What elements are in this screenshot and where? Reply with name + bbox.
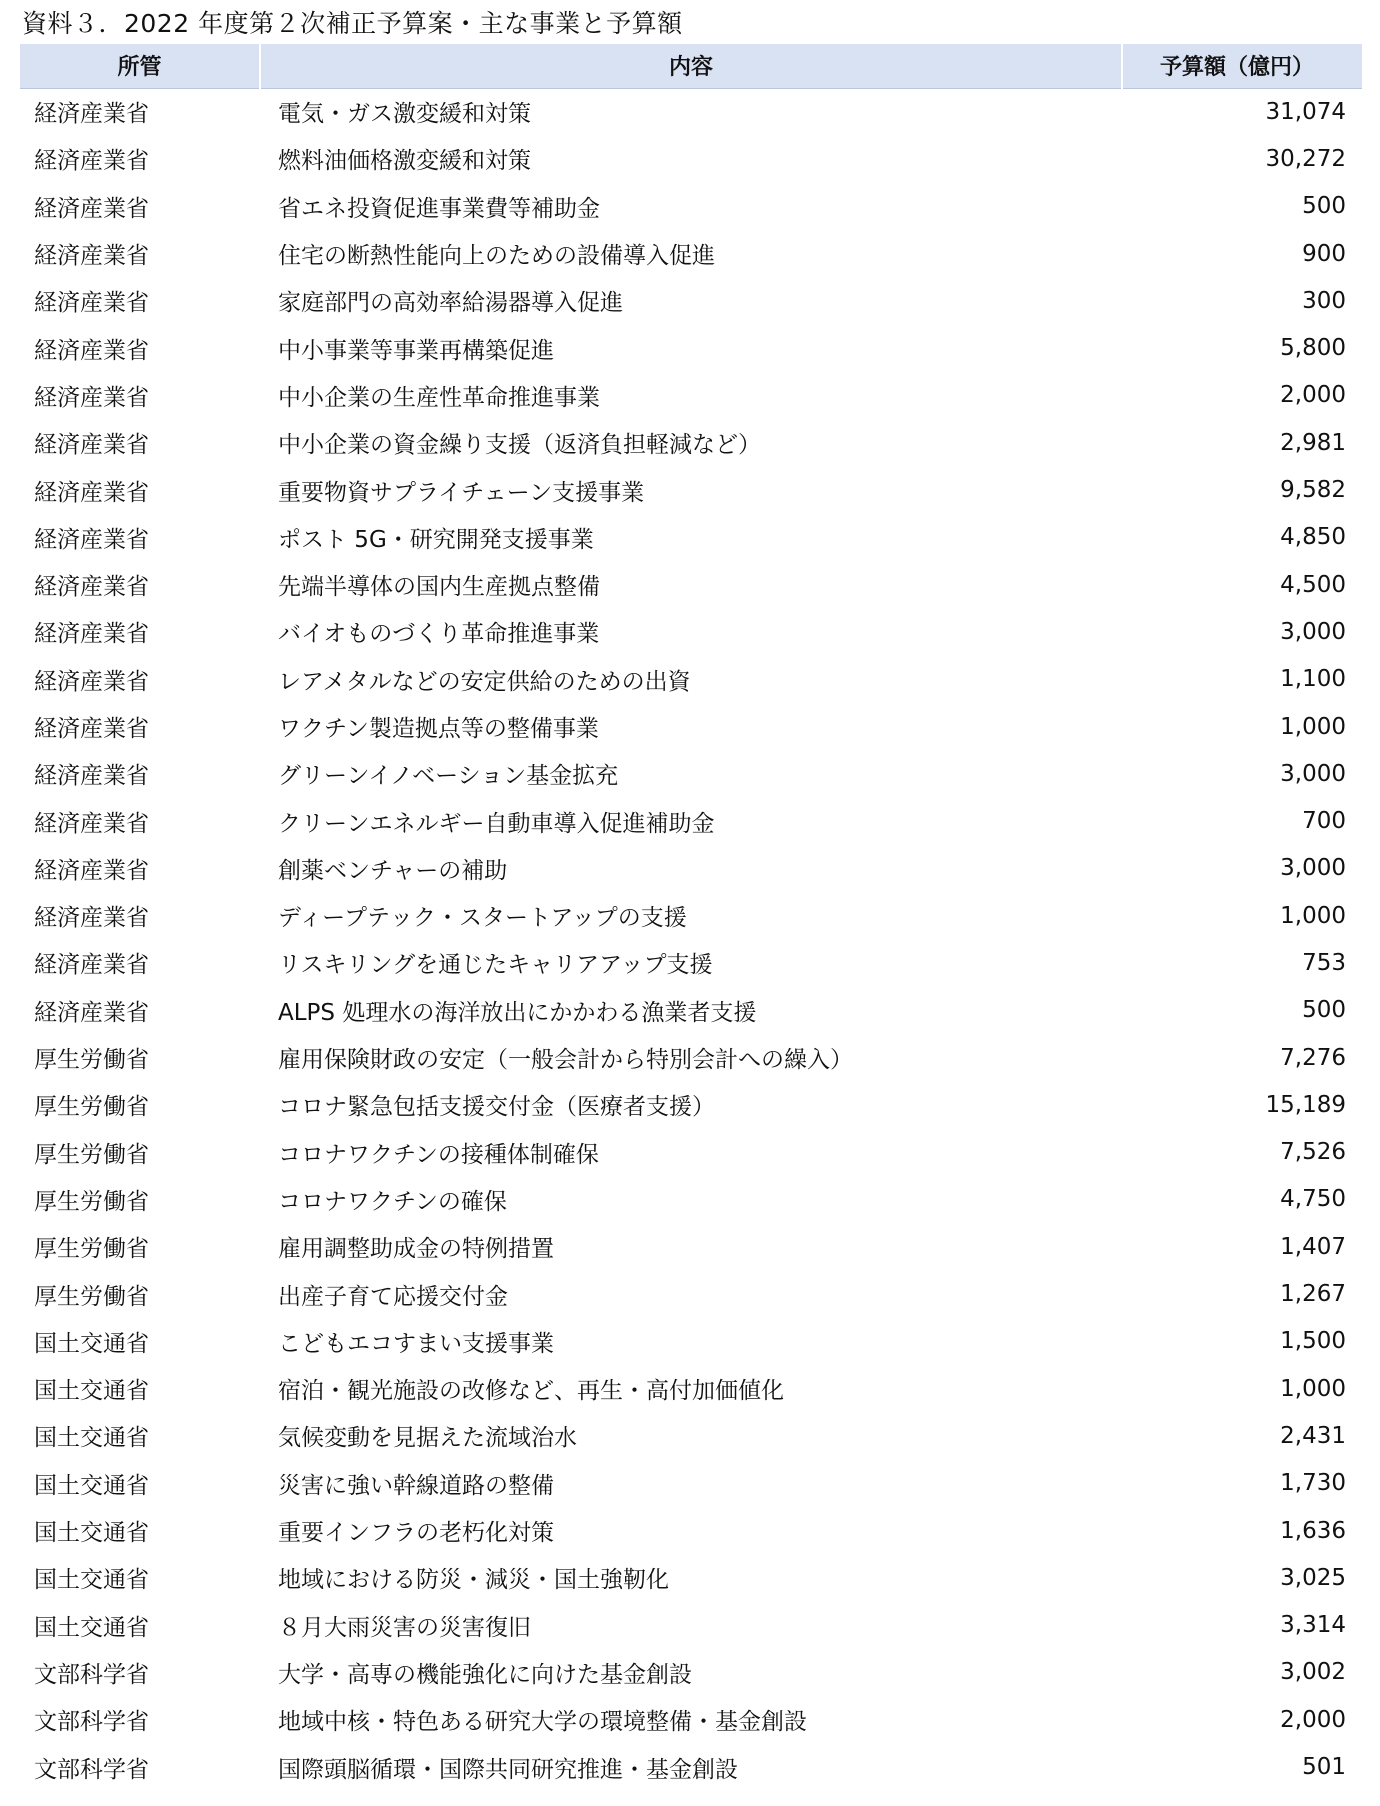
ministry-cell: 国土交通省 xyxy=(34,1614,149,1641)
table-row xyxy=(20,703,1362,750)
content-cell: 中小企業の資金繰り支援（返済負担軽減など） xyxy=(278,432,761,459)
ministry-cell: 経済産業省 xyxy=(34,952,149,979)
content-cell: 地域中核・特色ある研究大学の環境整備・基金創設 xyxy=(278,1709,807,1736)
content-cell: 国際頭脳循環・国際共同研究推進・基金創設 xyxy=(278,1756,738,1783)
content-cell: 重要インフラの老朽化対策 xyxy=(278,1520,554,1547)
content-cell: コロナワクチンの確保 xyxy=(278,1188,507,1215)
ministry-cell: 文部科学省 xyxy=(34,1756,149,1783)
amount-cell: 7,276 xyxy=(1280,1044,1346,1071)
ministry-cell: 経済産業省 xyxy=(34,810,149,837)
amount-cell: 500 xyxy=(1302,193,1346,220)
table-row xyxy=(20,230,1362,277)
amount-cell: 500 xyxy=(1302,997,1346,1024)
ministry-cell: 経済産業省 xyxy=(34,101,149,128)
amount-cell: 700 xyxy=(1302,808,1346,835)
table-row xyxy=(20,1270,1362,1317)
content-cell: コロナワクチンの接種体制確保 xyxy=(278,1141,599,1168)
table-row xyxy=(20,1696,1362,1743)
amount-cell: 2,431 xyxy=(1280,1422,1346,1449)
table-row xyxy=(20,372,1362,419)
amount-cell: 3,314 xyxy=(1280,1612,1346,1639)
table-row xyxy=(20,892,1362,939)
ministry-cell: 経済産業省 xyxy=(34,384,149,411)
ministry-cell: 国土交通省 xyxy=(34,1520,149,1547)
table-row xyxy=(20,88,1362,135)
amount-cell: 3,025 xyxy=(1280,1564,1346,1591)
amount-cell: 3,000 xyxy=(1280,855,1346,882)
ministry-cell: 国土交通省 xyxy=(34,1567,149,1594)
content-cell: 中小企業の生産性革命推進事業 xyxy=(278,384,600,411)
ministry-cell: 経済産業省 xyxy=(34,716,149,742)
content-cell: グリーンイノベーション基金拡充 xyxy=(278,763,619,790)
content-cell: ポスト 5G・研究開発支援事業 xyxy=(278,526,594,553)
ministry-cell: 国土交通省 xyxy=(34,1330,149,1357)
table-row xyxy=(20,939,1362,986)
amount-cell: 753 xyxy=(1302,949,1346,976)
amount-cell: 900 xyxy=(1302,240,1346,267)
ministry-cell: 経済産業省 xyxy=(34,195,149,222)
ministry-cell: 厚生労働省 xyxy=(34,1047,149,1074)
table-row xyxy=(20,561,1362,608)
ministry-cell: 経済産業省 xyxy=(34,290,149,317)
content-cell: 気候変動を見据えた流域治水 xyxy=(278,1425,577,1452)
content-cell: リスキリングを通じたキャリアアップ支援 xyxy=(278,952,713,979)
content-cell: コロナ緊急包括支援交付金（医療者支援） xyxy=(278,1094,715,1121)
amount-cell: 9,582 xyxy=(1280,477,1346,504)
ministry-cell: 経済産業省 xyxy=(34,763,149,790)
ministry-cell: 経済産業省 xyxy=(34,526,149,553)
amount-cell: 3,000 xyxy=(1280,760,1346,787)
amount-cell: 7,526 xyxy=(1280,1139,1346,1166)
content-cell: ALPS 処理水の海洋放出にかかわる漁業者支援 xyxy=(278,999,757,1026)
amount-cell: 1,000 xyxy=(1280,1375,1346,1402)
content-cell: ワクチン製造拠点等の整備事業 xyxy=(278,716,599,742)
amount-cell: 1,100 xyxy=(1280,666,1346,693)
content-cell: 省エネ投資促進事業費等補助金 xyxy=(278,195,600,222)
amount-cell: 4,750 xyxy=(1280,1186,1346,1213)
ministry-cell: 文部科学省 xyxy=(34,1709,149,1736)
ministry-cell: 国土交通省 xyxy=(34,1378,149,1405)
table-row xyxy=(20,1176,1362,1223)
amount-cell: 15,189 xyxy=(1265,1091,1346,1118)
content-cell: 創薬ベンチャーの補助 xyxy=(278,857,508,884)
header-row xyxy=(20,44,1362,88)
amount-cell: 300 xyxy=(1302,287,1346,314)
amount-cell: 30,272 xyxy=(1265,145,1346,172)
amount-cell: 1,407 xyxy=(1280,1233,1346,1260)
content-cell: ８月大雨災害の災害復旧 xyxy=(278,1614,531,1641)
ministry-cell: 国土交通省 xyxy=(34,1425,149,1452)
amount-cell: 1,636 xyxy=(1280,1517,1346,1544)
table-row xyxy=(20,1507,1362,1554)
table-row xyxy=(20,135,1362,182)
content-cell: こどもエコすまい支援事業 xyxy=(278,1330,554,1357)
table-row xyxy=(20,466,1362,513)
amount-cell: 31,074 xyxy=(1265,98,1346,125)
table-row xyxy=(20,514,1362,561)
budget-table xyxy=(20,44,1362,1791)
header-content: 内容 xyxy=(260,44,1122,88)
ministry-cell: 経済産業省 xyxy=(34,621,149,648)
table-row xyxy=(20,183,1362,230)
ministry-cell: 厚生労働省 xyxy=(34,1283,149,1310)
content-cell: 家庭部門の高効率給湯器導入促進 xyxy=(278,290,623,317)
table-row xyxy=(20,324,1362,371)
ministry-cell: 経済産業省 xyxy=(34,148,149,175)
document-title: 資料３．2022 年度第２次補正予算案・主な事業と予算額 xyxy=(22,9,683,38)
table-row xyxy=(20,1460,1362,1507)
ministry-cell: 経済産業省 xyxy=(34,243,149,270)
table-row xyxy=(20,987,1362,1034)
amount-cell: 1,730 xyxy=(1280,1470,1346,1497)
table-row xyxy=(20,1649,1362,1696)
table-body xyxy=(20,88,1362,1791)
content-cell: クリーンエネルギー自動車導入促進補助金 xyxy=(278,810,715,837)
table-row xyxy=(20,797,1362,844)
amount-cell: 4,500 xyxy=(1280,571,1346,598)
content-cell: 災害に強い幹線道路の整備 xyxy=(278,1472,554,1499)
content-cell: 燃料油価格激変緩和対策 xyxy=(278,148,531,175)
ministry-cell: 厚生労働省 xyxy=(34,1141,149,1168)
amount-cell: 1,500 xyxy=(1280,1328,1346,1355)
ministry-cell: 経済産業省 xyxy=(34,337,149,364)
table-row xyxy=(20,1412,1362,1459)
amount-cell: 3,000 xyxy=(1280,618,1346,645)
table-row xyxy=(20,656,1362,703)
table-row xyxy=(20,1034,1362,1081)
table-row xyxy=(20,845,1362,892)
table-row xyxy=(20,277,1362,324)
content-cell: 電気・ガス激変緩和対策 xyxy=(278,101,531,128)
ministry-cell: 経済産業省 xyxy=(34,857,149,884)
ministry-cell: 経済産業省 xyxy=(34,905,149,932)
ministry-cell: 国土交通省 xyxy=(34,1472,149,1499)
content-cell: 雇用保険財政の安定（一般会計から特別会計への繰入） xyxy=(278,1047,853,1074)
amount-cell: 5,800 xyxy=(1280,335,1346,362)
table-row xyxy=(20,1554,1362,1601)
content-cell: 地域における防災・減災・国土強靭化 xyxy=(278,1567,669,1594)
content-cell: 宿泊・観光施設の改修など、再生・高付加価値化 xyxy=(278,1378,784,1405)
ministry-cell: 厚生労働省 xyxy=(34,1188,149,1215)
ministry-cell: 厚生労働省 xyxy=(34,1094,149,1121)
table-row xyxy=(20,419,1362,466)
table-row xyxy=(20,1365,1362,1412)
table-row xyxy=(20,1602,1362,1649)
table-row xyxy=(20,1081,1362,1128)
content-cell: 大学・高専の機能強化に向けた基金創設 xyxy=(278,1661,692,1688)
amount-cell: 501 xyxy=(1302,1754,1346,1781)
table-row xyxy=(20,1129,1362,1176)
ministry-cell: 経済産業省 xyxy=(34,574,149,601)
ministry-cell: 経済産業省 xyxy=(34,432,149,459)
table-row xyxy=(20,1318,1362,1365)
table-header xyxy=(20,44,1362,88)
amount-cell: 2,000 xyxy=(1280,1706,1346,1733)
amount-cell: 2,000 xyxy=(1280,382,1346,409)
table-row xyxy=(20,750,1362,797)
content-cell: レアメタルなどの安定供給のための出資 xyxy=(278,668,691,695)
content-cell: 中小事業等事業再構築促進 xyxy=(278,337,554,364)
ministry-cell: 文部科学省 xyxy=(34,1661,149,1688)
content-cell: 住宅の断熱性能向上のための設備導入促進 xyxy=(278,243,715,270)
ministry-cell: 経済産業省 xyxy=(34,668,149,695)
table-row xyxy=(20,1223,1362,1270)
header-ministry: 所管 xyxy=(20,44,260,88)
amount-cell: 3,002 xyxy=(1280,1659,1346,1686)
table-row xyxy=(20,608,1362,655)
amount-cell: 4,850 xyxy=(1280,524,1346,551)
table-row xyxy=(20,1743,1362,1790)
content-cell: 重要物資サプライチェーン支援事業 xyxy=(278,479,645,506)
amount-cell: 1,267 xyxy=(1280,1281,1346,1308)
content-cell: ディープテック・スタートアップの支援 xyxy=(278,905,687,932)
amount-cell: 2,981 xyxy=(1280,429,1346,456)
content-cell: 出産子育て応援交付金 xyxy=(278,1283,508,1310)
content-cell: 雇用調整助成金の特例措置 xyxy=(278,1236,554,1263)
ministry-cell: 経済産業省 xyxy=(34,999,149,1026)
ministry-cell: 経済産業省 xyxy=(34,479,149,506)
header-amount: 予算額（億円） xyxy=(1122,44,1362,88)
amount-cell: 1,000 xyxy=(1280,902,1346,929)
ministry-cell: 厚生労働省 xyxy=(34,1236,149,1263)
content-cell: バイオものづくり革命推進事業 xyxy=(278,621,600,648)
amount-cell: 1,000 xyxy=(1280,713,1346,740)
content-cell: 先端半導体の国内生産拠点整備 xyxy=(278,574,600,601)
